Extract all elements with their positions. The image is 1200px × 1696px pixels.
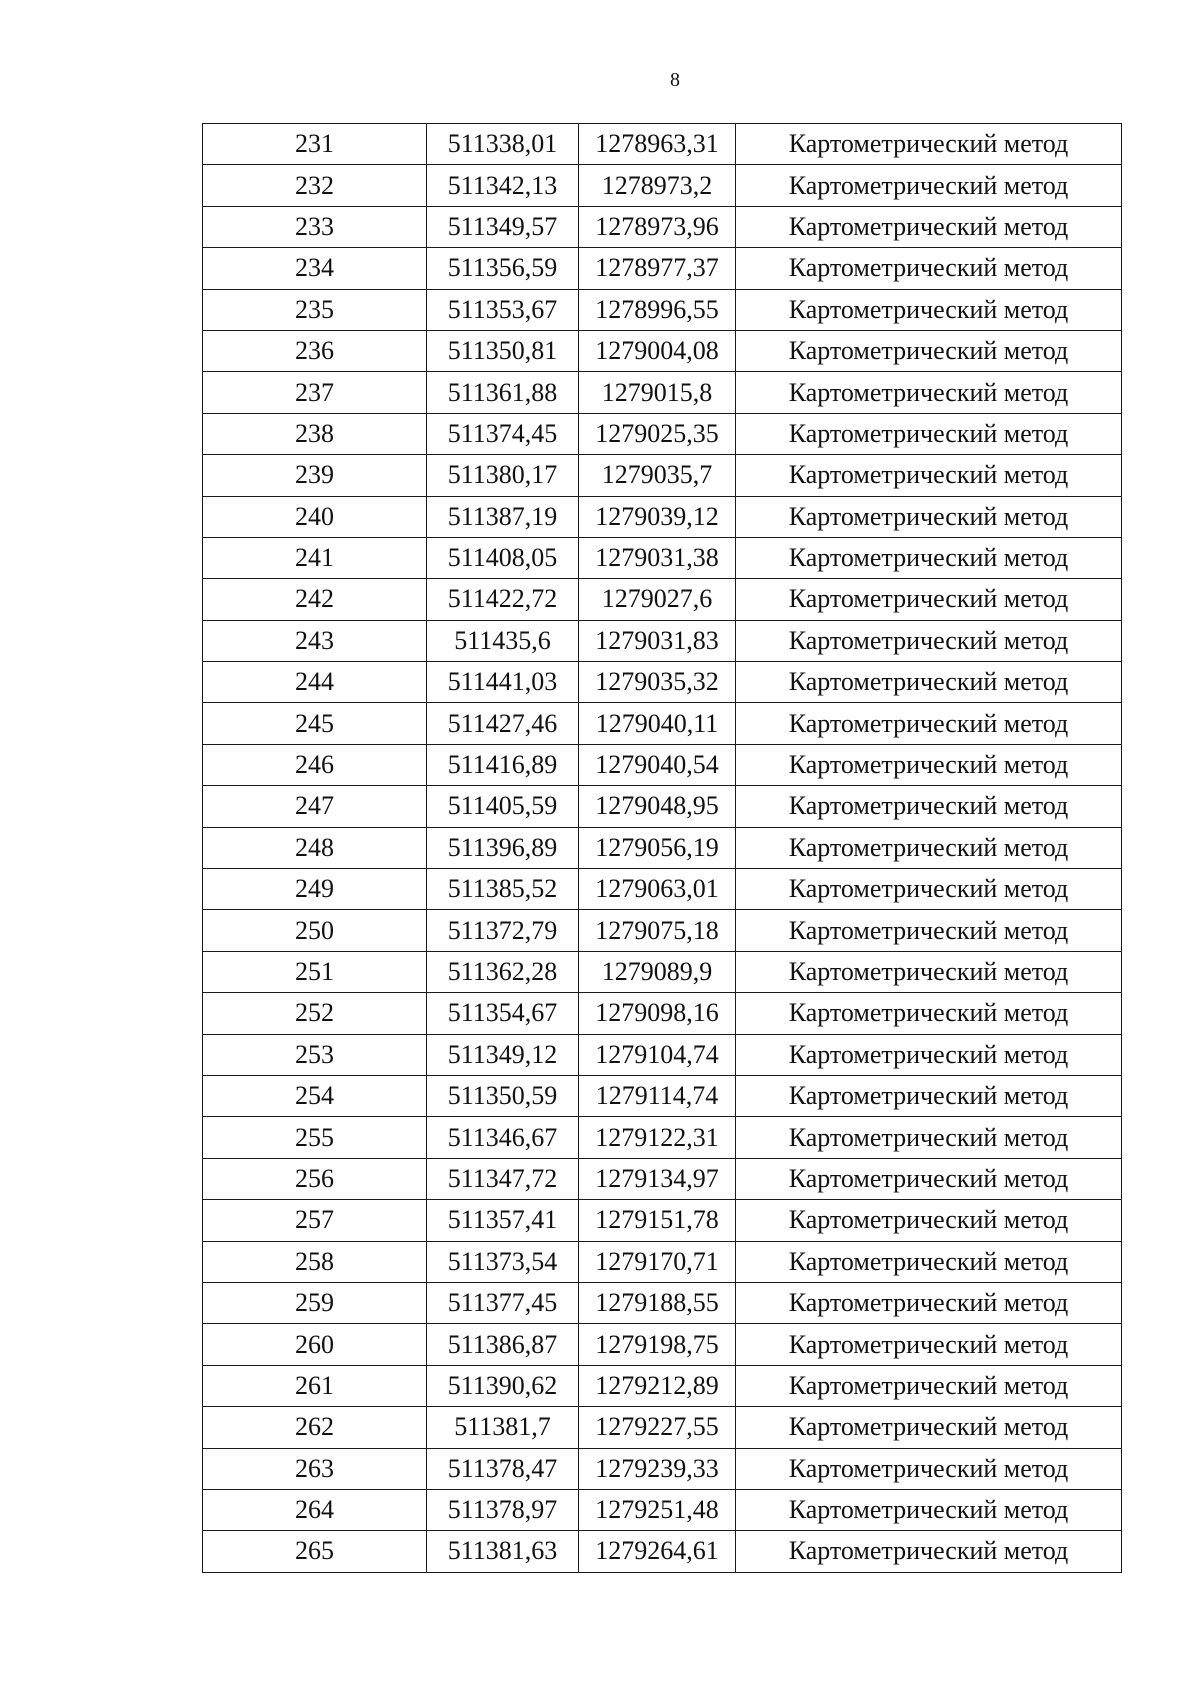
method-cell: Картометрический метод [736, 662, 1122, 703]
y-coordinate-cell: 1279239,33 [579, 1448, 736, 1489]
y-coordinate-cell: 1279063,01 [579, 869, 736, 910]
coordinates-table [202, 123, 1122, 1573]
x-coordinate-cell: 511380,17 [427, 455, 579, 496]
point-number-cell: 248 [203, 827, 427, 868]
table-row [203, 910, 1122, 951]
table-row [203, 1158, 1122, 1199]
point-number-cell: 238 [203, 413, 427, 454]
x-coordinate-cell: 511349,12 [427, 1034, 579, 1075]
point-number-cell: 249 [203, 869, 427, 910]
point-number-cell: 244 [203, 662, 427, 703]
table-row [203, 1282, 1122, 1323]
x-coordinate-cell: 511441,03 [427, 662, 579, 703]
x-coordinate-cell: 511427,46 [427, 703, 579, 744]
y-coordinate-cell: 1279264,61 [579, 1531, 736, 1572]
x-coordinate-cell: 511347,72 [427, 1158, 579, 1199]
y-coordinate-cell: 1279056,19 [579, 827, 736, 868]
table-row [203, 827, 1122, 868]
table-row [203, 993, 1122, 1034]
y-coordinate-cell: 1279031,38 [579, 537, 736, 578]
method-cell: Картометрический метод [736, 1117, 1122, 1158]
point-number-cell: 263 [203, 1448, 427, 1489]
table-row [203, 330, 1122, 371]
point-number-cell: 261 [203, 1365, 427, 1406]
table-row [203, 1200, 1122, 1241]
x-coordinate-cell: 511405,59 [427, 786, 579, 827]
table-row [203, 165, 1122, 206]
point-number-cell: 233 [203, 206, 427, 247]
method-cell: Картометрический метод [736, 1282, 1122, 1323]
y-coordinate-cell: 1279015,8 [579, 372, 736, 413]
table-row [203, 1324, 1122, 1365]
method-cell: Картометрический метод [736, 744, 1122, 785]
x-coordinate-cell: 511338,01 [427, 124, 579, 165]
method-cell: Картометрический метод [736, 703, 1122, 744]
point-number-cell: 252 [203, 993, 427, 1034]
table-row [203, 869, 1122, 910]
table-row [203, 786, 1122, 827]
table-row [203, 1034, 1122, 1075]
method-cell: Картометрический метод [736, 1075, 1122, 1116]
y-coordinate-cell: 1279134,97 [579, 1158, 736, 1199]
point-number-cell: 253 [203, 1034, 427, 1075]
x-coordinate-cell: 511378,47 [427, 1448, 579, 1489]
method-cell: Картометрический метод [736, 579, 1122, 620]
method-cell: Картометрический метод [736, 330, 1122, 371]
point-number-cell: 251 [203, 951, 427, 992]
method-cell: Картометрический метод [736, 1324, 1122, 1365]
x-coordinate-cell: 511350,59 [427, 1075, 579, 1116]
y-coordinate-cell: 1279040,11 [579, 703, 736, 744]
x-coordinate-cell: 511353,67 [427, 289, 579, 330]
point-number-cell: 242 [203, 579, 427, 620]
x-coordinate-cell: 511372,79 [427, 910, 579, 951]
x-coordinate-cell: 511435,6 [427, 620, 579, 661]
point-number-cell: 247 [203, 786, 427, 827]
y-coordinate-cell: 1279035,7 [579, 455, 736, 496]
table-row [203, 579, 1122, 620]
y-coordinate-cell: 1279212,89 [579, 1365, 736, 1406]
x-coordinate-cell: 511385,52 [427, 869, 579, 910]
point-number-cell: 232 [203, 165, 427, 206]
table-row [203, 455, 1122, 496]
point-number-cell: 236 [203, 330, 427, 371]
y-coordinate-cell: 1279004,08 [579, 330, 736, 371]
y-coordinate-cell: 1279198,75 [579, 1324, 736, 1365]
method-cell: Картометрический метод [736, 827, 1122, 868]
table-row [203, 620, 1122, 661]
point-number-cell: 237 [203, 372, 427, 413]
y-coordinate-cell: 1279098,16 [579, 993, 736, 1034]
y-coordinate-cell: 1279170,71 [579, 1241, 736, 1282]
y-coordinate-cell: 1279089,9 [579, 951, 736, 992]
x-coordinate-cell: 511390,62 [427, 1365, 579, 1406]
point-number-cell: 254 [203, 1075, 427, 1116]
method-cell: Картометрический метод [736, 455, 1122, 496]
x-coordinate-cell: 511396,89 [427, 827, 579, 868]
point-number-cell: 264 [203, 1489, 427, 1530]
table-row [203, 1448, 1122, 1489]
x-coordinate-cell: 511361,88 [427, 372, 579, 413]
method-cell: Картометрический метод [736, 413, 1122, 454]
method-cell: Картометрический метод [736, 786, 1122, 827]
table-row [203, 372, 1122, 413]
method-cell: Картометрический метод [736, 206, 1122, 247]
point-number-cell: 256 [203, 1158, 427, 1199]
point-number-cell: 245 [203, 703, 427, 744]
x-coordinate-cell: 511350,81 [427, 330, 579, 371]
point-number-cell: 255 [203, 1117, 427, 1158]
x-coordinate-cell: 511346,67 [427, 1117, 579, 1158]
method-cell: Картометрический метод [736, 951, 1122, 992]
y-coordinate-cell: 1279151,78 [579, 1200, 736, 1241]
table-row [203, 1241, 1122, 1282]
table-row [203, 496, 1122, 537]
table-row [203, 662, 1122, 703]
x-coordinate-cell: 511356,59 [427, 248, 579, 289]
table-row [203, 744, 1122, 785]
point-number-cell: 234 [203, 248, 427, 289]
point-number-cell: 257 [203, 1200, 427, 1241]
y-coordinate-cell: 1279122,31 [579, 1117, 736, 1158]
method-cell: Картометрический метод [736, 1241, 1122, 1282]
y-coordinate-cell: 1279251,48 [579, 1489, 736, 1530]
method-cell: Картометрический метод [736, 496, 1122, 537]
y-coordinate-cell: 1279188,55 [579, 1282, 736, 1323]
method-cell: Картометрический метод [736, 910, 1122, 951]
x-coordinate-cell: 511374,45 [427, 413, 579, 454]
y-coordinate-cell: 1279048,95 [579, 786, 736, 827]
point-number-cell: 246 [203, 744, 427, 785]
method-cell: Картометрический метод [736, 1489, 1122, 1530]
x-coordinate-cell: 511362,28 [427, 951, 579, 992]
y-coordinate-cell: 1279227,55 [579, 1407, 736, 1448]
x-coordinate-cell: 511416,89 [427, 744, 579, 785]
y-coordinate-cell: 1278977,37 [579, 248, 736, 289]
method-cell: Картометрический метод [736, 1034, 1122, 1075]
table-row [203, 537, 1122, 578]
table-row [203, 289, 1122, 330]
x-coordinate-cell: 511378,97 [427, 1489, 579, 1530]
x-coordinate-cell: 511381,63 [427, 1531, 579, 1572]
method-cell: Картометрический метод [736, 620, 1122, 661]
point-number-cell: 239 [203, 455, 427, 496]
point-number-cell: 240 [203, 496, 427, 537]
table-row [203, 124, 1122, 165]
table-row [203, 413, 1122, 454]
method-cell: Картометрический метод [736, 165, 1122, 206]
method-cell: Картометрический метод [736, 289, 1122, 330]
x-coordinate-cell: 511381,7 [427, 1407, 579, 1448]
table-row [203, 1407, 1122, 1448]
y-coordinate-cell: 1279025,35 [579, 413, 736, 454]
point-number-cell: 243 [203, 620, 427, 661]
point-number-cell: 231 [203, 124, 427, 165]
x-coordinate-cell: 511386,87 [427, 1324, 579, 1365]
table-row [203, 1365, 1122, 1406]
x-coordinate-cell: 511349,57 [427, 206, 579, 247]
point-number-cell: 258 [203, 1241, 427, 1282]
x-coordinate-cell: 511357,41 [427, 1200, 579, 1241]
y-coordinate-cell: 1279035,32 [579, 662, 736, 703]
method-cell: Картометрический метод [736, 869, 1122, 910]
table-row [203, 248, 1122, 289]
x-coordinate-cell: 511377,45 [427, 1282, 579, 1323]
x-coordinate-cell: 511354,67 [427, 993, 579, 1034]
table-row [203, 206, 1122, 247]
point-number-cell: 259 [203, 1282, 427, 1323]
point-number-cell: 250 [203, 910, 427, 951]
y-coordinate-cell: 1279027,6 [579, 579, 736, 620]
y-coordinate-cell: 1279075,18 [579, 910, 736, 951]
point-number-cell: 260 [203, 1324, 427, 1365]
point-number-cell: 241 [203, 537, 427, 578]
x-coordinate-cell: 511373,54 [427, 1241, 579, 1282]
method-cell: Картометрический метод [736, 372, 1122, 413]
table-row [203, 703, 1122, 744]
y-coordinate-cell: 1278996,55 [579, 289, 736, 330]
x-coordinate-cell: 511342,13 [427, 165, 579, 206]
method-cell: Картометрический метод [736, 1407, 1122, 1448]
point-number-cell: 265 [203, 1531, 427, 1572]
point-number-cell: 235 [203, 289, 427, 330]
method-cell: Картометрический метод [736, 1448, 1122, 1489]
x-coordinate-cell: 511387,19 [427, 496, 579, 537]
y-coordinate-cell: 1279104,74 [579, 1034, 736, 1075]
method-cell: Картометрический метод [736, 993, 1122, 1034]
y-coordinate-cell: 1279039,12 [579, 496, 736, 537]
y-coordinate-cell: 1278973,2 [579, 165, 736, 206]
method-cell: Картометрический метод [736, 124, 1122, 165]
x-coordinate-cell: 511422,72 [427, 579, 579, 620]
table-row [203, 1489, 1122, 1530]
table-row [203, 1117, 1122, 1158]
table-row [203, 951, 1122, 992]
method-cell: Картометрический метод [736, 248, 1122, 289]
y-coordinate-cell: 1278963,31 [579, 124, 736, 165]
method-cell: Картометрический метод [736, 1531, 1122, 1572]
method-cell: Картометрический метод [736, 1365, 1122, 1406]
page-number: 8 [670, 69, 680, 91]
x-coordinate-cell: 511408,05 [427, 537, 579, 578]
table-row [203, 1075, 1122, 1116]
point-number-cell: 262 [203, 1407, 427, 1448]
method-cell: Картометрический метод [736, 1158, 1122, 1199]
method-cell: Картометрический метод [736, 537, 1122, 578]
coordinates-table-body [203, 124, 1122, 1573]
method-cell: Картометрический метод [736, 1200, 1122, 1241]
table-row [203, 1531, 1122, 1572]
y-coordinate-cell: 1278973,96 [579, 206, 736, 247]
y-coordinate-cell: 1279031,83 [579, 620, 736, 661]
y-coordinate-cell: 1279114,74 [579, 1075, 736, 1116]
y-coordinate-cell: 1279040,54 [579, 744, 736, 785]
